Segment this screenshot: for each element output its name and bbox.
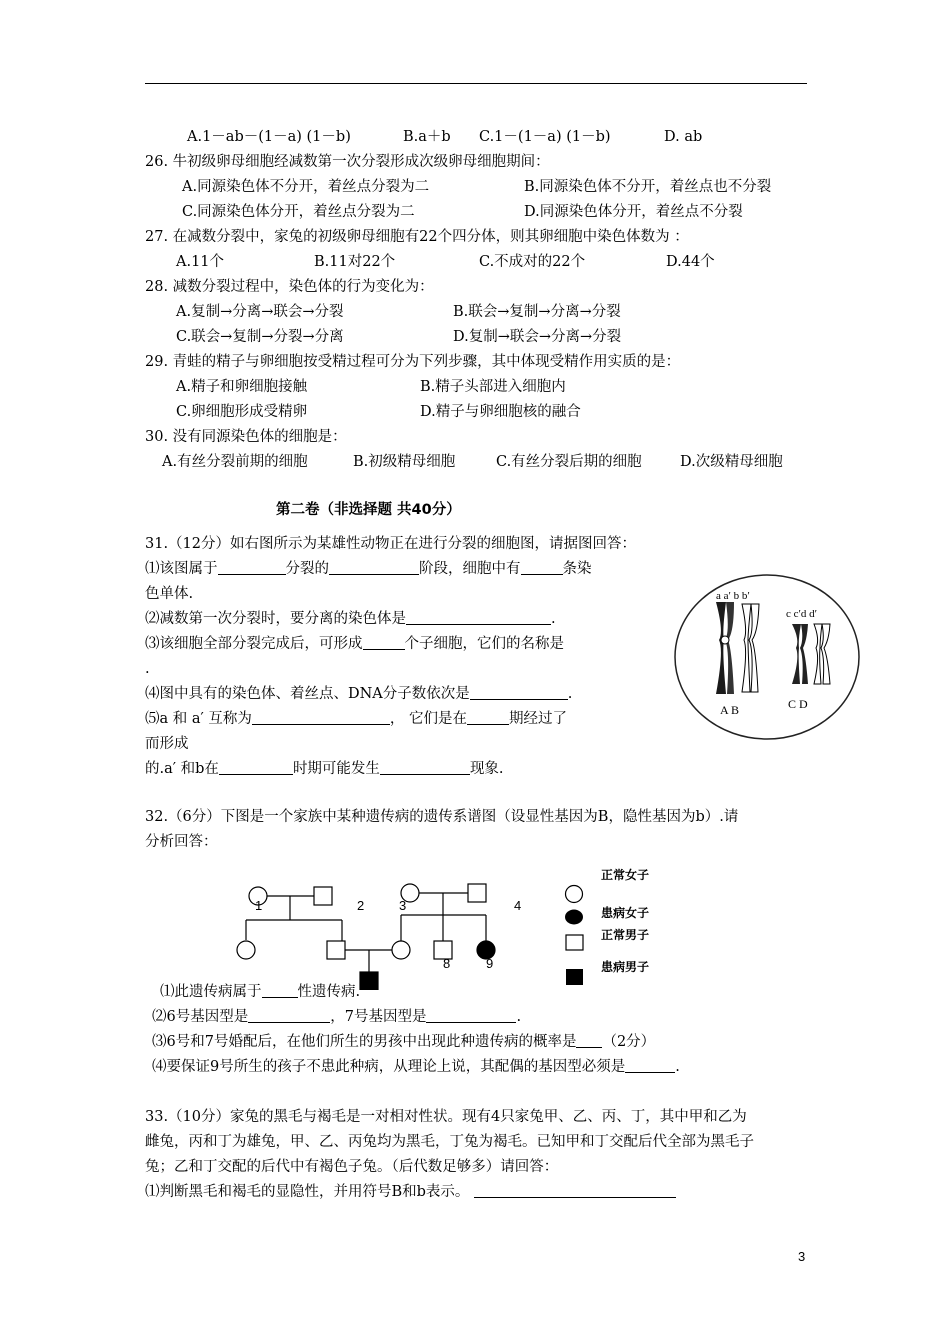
chromosome-d xyxy=(814,624,830,684)
q29-stem: 29. 青蛙的精子与卵细胞按受精过程可分为下列步骤，其中体现受精作用实质的是： xyxy=(145,354,681,370)
answer-blank[interactable] xyxy=(262,983,298,998)
q31-part3-cont: . xyxy=(145,661,150,677)
q33-line3: 兔；乙和丁交配的后代中有褐色子兔。（后代数足够多）请回答： xyxy=(145,1159,559,1175)
q31-part1: ⑴该图属于 分裂的 阶段，细胞中有 条染 xyxy=(145,561,592,577)
q33-line1: 33.（10分）家兔的黑毛与褐毛是一对相对性状。现有4只家兔甲、乙、丙、丁，其中甲和乙为 xyxy=(145,1109,747,1125)
pedigree-number: 2 xyxy=(357,898,365,913)
chromosome-c xyxy=(792,624,808,684)
section-heading: 第二卷（非选择题 共40分） xyxy=(276,502,461,518)
q27-stem: 27. 在减数分裂中，家兔的初级卵母细胞有22个四分体，则其卵细胞中染色体数为 ： xyxy=(145,229,689,245)
q26-stem: 26. 牛初级卵母细胞经减数第一次分裂形成次级卵母细胞期间： xyxy=(145,154,550,170)
individual-4 xyxy=(468,884,486,902)
q25-option-c: C.1－(1－a) (1－b) xyxy=(479,129,611,145)
chromosome-b xyxy=(742,604,759,692)
pedigree-number: 8 xyxy=(443,956,451,971)
q27-option-a: A.11个 xyxy=(176,254,225,270)
q31-part5-cont: 而形成 xyxy=(145,736,189,752)
legend-affected-male-symbol xyxy=(566,969,583,985)
q30-option-b: B.初级精母细胞 xyxy=(353,454,456,470)
q28-option-a: A.复制→分离→联会→分裂 xyxy=(176,304,344,320)
answer-blank[interactable] xyxy=(521,560,563,575)
individual-6 xyxy=(327,941,345,959)
pedigree-legend-symbols xyxy=(560,882,590,987)
legend-affected-female: 患病女子 xyxy=(601,906,650,920)
q32-part2: ⑵6号基因型是 ，7号基因型是 . xyxy=(152,1009,522,1025)
individual-2 xyxy=(314,887,332,905)
q31-part3: ⑶该细胞全部分裂完成后，可形成 个子细胞，它们的名称是 xyxy=(145,636,564,652)
legend-normal-female: 正常女子 xyxy=(601,868,650,882)
q25-option-d: D. ab xyxy=(664,129,703,145)
answer-blank[interactable] xyxy=(474,1183,676,1198)
answer-blank[interactable] xyxy=(625,1058,675,1073)
q27-option-c: C.不成对的22个 xyxy=(479,254,586,270)
q29-option-d: D.精子与卵细胞核的融合 xyxy=(420,404,581,420)
q30-stem: 30. 没有同源染色体的细胞是： xyxy=(145,429,347,445)
answer-blank[interactable] xyxy=(406,610,551,625)
q32-part4: ⑷要保证9号所生的孩子不患此种病，从理论上说，其配偶的基因型必须是 . xyxy=(152,1059,680,1075)
q26-option-b: B.同源染色体不分开，着丝点也不分裂 xyxy=(524,179,772,195)
answer-blank[interactable] xyxy=(329,560,419,575)
individual-5 xyxy=(237,941,255,959)
legend-affected-female-symbol xyxy=(565,910,583,925)
q31-part1-cont: 色单体. xyxy=(145,586,194,602)
fig-label-bottom-right: C D xyxy=(788,697,808,711)
pedigree-number: 1 xyxy=(255,898,263,913)
fig-label-top-left: a a′ b b′ xyxy=(716,590,750,602)
pedigree-number: 4 xyxy=(514,898,522,913)
q30-option-d: D.次级精母细胞 xyxy=(680,454,783,470)
answer-blank[interactable] xyxy=(248,1008,330,1023)
q29-option-b: B.精子头部进入细胞内 xyxy=(420,379,566,395)
fig-label-top-right: c c′d d′ xyxy=(786,608,818,620)
legend-normal-male-symbol xyxy=(566,935,583,950)
answer-blank[interactable] xyxy=(576,1033,602,1048)
q33-line2: 雌兔，丙和丁为雄兔，甲、乙、丙兔均为黑毛，丁兔为褐毛。已知甲和丁交配后代全部为黑毛子 xyxy=(145,1134,754,1150)
page-number: 3 xyxy=(798,1249,806,1264)
individual-7 xyxy=(392,941,410,959)
cell-membrane xyxy=(675,575,859,739)
pedigree-number: 3 xyxy=(399,898,407,913)
chromosome-a xyxy=(716,602,734,694)
q31-part5-end: 的.a′ 和b在 时期可能发生 现象. xyxy=(145,761,504,777)
pedigree-number: 9 xyxy=(486,956,494,971)
answer-blank[interactable] xyxy=(380,760,470,775)
q28-stem: 28. 减数分裂过程中，染色体的行为变化为： xyxy=(145,279,434,295)
pedigree-chart xyxy=(230,875,510,990)
q31-stem: 31.（12分）如右图所示为某雄性动物正在进行分裂的细胞图，请据图回答： xyxy=(145,536,637,552)
q32-part1: ⑴此遗传病属于 性遗传病. xyxy=(160,984,361,1000)
q30-option-a: A.有丝分裂前期的细胞 xyxy=(162,454,308,470)
fig-label-bottom-left: A B xyxy=(720,703,740,717)
answer-blank[interactable] xyxy=(363,635,405,650)
q26-option-a: A.同源染色体不分开，着丝点分裂为二 xyxy=(182,179,430,195)
q27-option-d: D.44个 xyxy=(666,254,715,270)
answer-blank[interactable] xyxy=(426,1008,516,1023)
q29-option-c: C.卵细胞形成受精卵 xyxy=(176,404,308,420)
q32-part3: ⑶6号和7号婚配后，在他们所生的男孩中出现此种遗传病的概率是 （2分） xyxy=(152,1034,656,1050)
q31-part5: ⑸a 和 a′ 互称为 ， 它们是在 期经过了 xyxy=(145,711,568,727)
q31-part4: ⑷图中具有的染色体、着丝点、DNA分子数依次是 . xyxy=(145,686,573,702)
q28-option-d: D.复制→联会→分离→分裂 xyxy=(453,329,622,345)
cell-division-figure xyxy=(672,572,862,742)
q28-option-b: B.联会→复制→分离→分裂 xyxy=(453,304,621,320)
answer-blank[interactable] xyxy=(470,685,568,700)
q25-option-a: A.1－ab－(1－a) (1－b) xyxy=(187,129,351,145)
answer-blank[interactable] xyxy=(252,710,390,725)
answer-blank[interactable] xyxy=(219,760,293,775)
q29-option-a: A.精子和卵细胞接触 xyxy=(176,379,308,395)
q30-option-c: C.有丝分裂后期的细胞 xyxy=(496,454,642,470)
q28-option-c: C.联会→复制→分裂→分离 xyxy=(176,329,344,345)
legend-normal-male: 正常男子 xyxy=(601,928,650,942)
q32-stem-cont: 分析回答： xyxy=(145,834,218,850)
legend-normal-female-symbol xyxy=(566,886,583,903)
q26-option-d: D.同源染色体分开，着丝点不分裂 xyxy=(524,204,743,220)
q31-part2: ⑵减数第一次分裂时，要分离的染色体是 . xyxy=(145,611,556,627)
q25-option-b: B.a＋b xyxy=(403,129,451,145)
header-rule xyxy=(145,83,807,84)
individual-10 xyxy=(360,972,378,990)
q27-option-b: B.11对22个 xyxy=(314,254,396,270)
q26-option-c: C.同源染色体分开，着丝点分裂为二 xyxy=(182,204,415,220)
q33-part1: ⑴判断黑毛和褐毛的显隐性，并用符号B和b表示。 xyxy=(145,1183,676,1201)
q32-stem: 32.（6分）下图是一个家族中某种遗传病的遗传系谱图（设显性基因为B，隐性基因为b）.请 xyxy=(145,809,739,825)
answer-blank[interactable] xyxy=(218,560,286,575)
legend-affected-male: 患病男子 xyxy=(601,960,650,974)
answer-blank[interactable] xyxy=(467,710,509,725)
